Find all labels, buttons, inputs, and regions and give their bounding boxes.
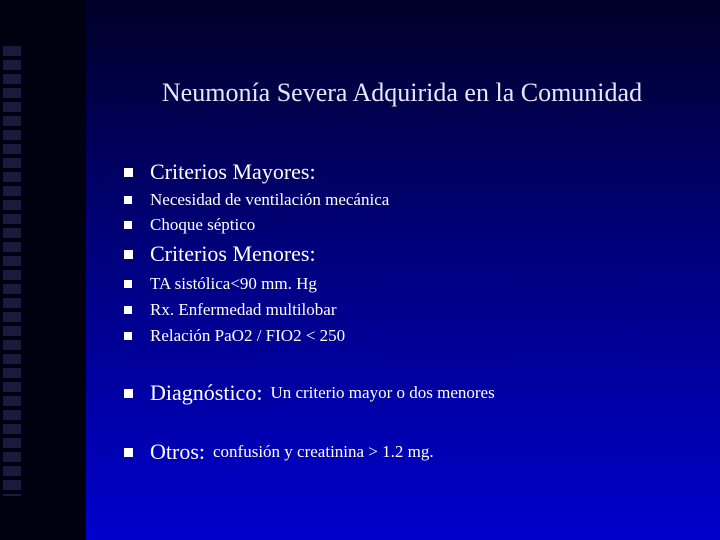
list-item-text: confusión y creatinina > 1.2 mg. — [213, 442, 434, 461]
list-item — [124, 188, 389, 212]
decorative-squares — [3, 46, 21, 496]
list-item — [124, 242, 316, 266]
list-item-text: Criterios Menores: — [150, 241, 316, 266]
list-item-text: Choque séptico — [150, 215, 256, 234]
list-item-diagnostico — [124, 381, 495, 405]
square-bullet-icon — [124, 332, 132, 340]
square-bullet-icon — [124, 448, 133, 457]
list-item-text: Rx. Enfermedad multilobar — [150, 300, 337, 319]
list-item-text: Necesidad de ventilación mecánica — [150, 190, 390, 209]
list-item-text: Relación PaO2 / FIO2 < 250 — [150, 326, 346, 345]
left-band — [0, 0, 86, 540]
list-item — [124, 272, 317, 296]
list-item-lead: Otros: — [150, 439, 205, 464]
square-bullet-icon — [124, 168, 133, 177]
square-bullet-icon — [124, 306, 132, 314]
square-bullet-icon — [124, 389, 133, 398]
list-item — [124, 298, 336, 322]
slide-title: Neumonía Severa Adquirida en la Comunidad — [161, 78, 643, 107]
square-bullet-icon — [124, 196, 132, 204]
list-item — [124, 213, 255, 237]
list-item-otros — [124, 440, 434, 464]
square-bullet-icon — [124, 250, 133, 259]
list-item-text: TA sistólica<90 mm. Hg — [150, 274, 317, 293]
list-item — [124, 160, 316, 184]
square-bullet-icon — [124, 221, 132, 229]
list-item-text: Criterios Mayores: — [150, 159, 316, 184]
list-item — [124, 324, 345, 348]
list-item-lead: Diagnóstico: — [150, 380, 263, 405]
square-bullet-icon — [124, 280, 132, 288]
list-item-text: Un criterio mayor o dos menores — [270, 383, 495, 402]
